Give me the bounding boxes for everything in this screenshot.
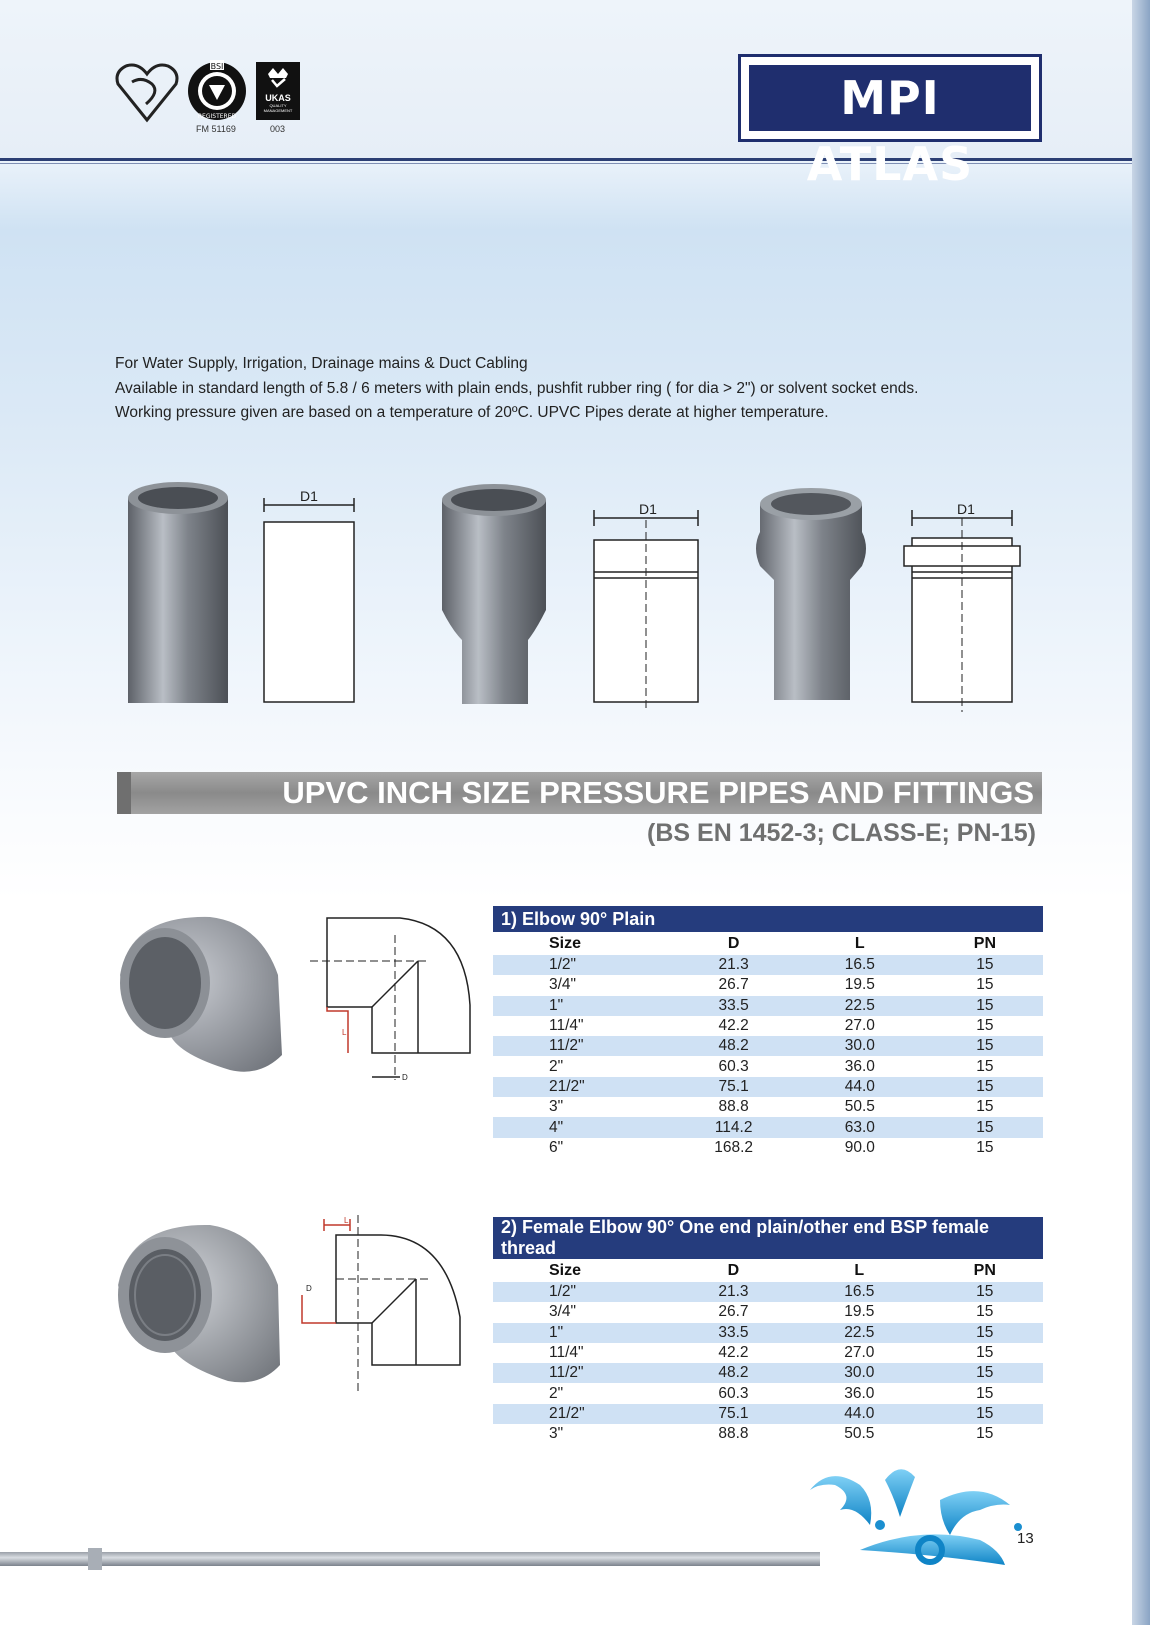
size-cell: 3" — [493, 1097, 675, 1117]
pn-cell: 15 — [927, 1056, 1043, 1076]
d-cell: 42.2 — [675, 1343, 792, 1363]
water-splash-icon — [800, 1455, 1050, 1575]
header-pn: PN — [927, 1259, 1043, 1282]
size-cell: 21/2" — [493, 1077, 675, 1097]
size-cell: 1" — [493, 996, 675, 1016]
table-row — [493, 1077, 1043, 1097]
pn-cell: 15 — [927, 975, 1043, 995]
pn-cell: 15 — [927, 1302, 1043, 1322]
size-cell: 3/4" — [493, 975, 675, 995]
pn-cell: 15 — [927, 1282, 1043, 1302]
bsi-registered-icon — [186, 60, 248, 122]
bsi-top-text: BSI — [210, 62, 224, 71]
pn-cell: 15 — [927, 1138, 1043, 1158]
pn-cell: 15 — [927, 1036, 1043, 1056]
rubber-ring-diagram — [904, 510, 1020, 712]
d-cell: 42.2 — [675, 1016, 793, 1036]
female-elbow-l-label: L — [344, 1216, 349, 1225]
pn-cell: 15 — [927, 1343, 1043, 1363]
table-row — [493, 1282, 1043, 1302]
elbow-plain-d-label: D — [402, 1073, 408, 1082]
intro-line-2: Available in standard length of 5.8 / 6 meters with plain ends, pushfit rubber ring ( for dia > 2") or solvent socket ends. — [115, 380, 919, 397]
pn-cell: 15 — [927, 1077, 1043, 1097]
d-cell: 75.1 — [675, 1404, 792, 1424]
table-row — [493, 1016, 1043, 1036]
table-row — [493, 1056, 1043, 1076]
l-cell: 36.0 — [793, 1056, 927, 1076]
plain-pipe-d1-label: D1 — [300, 488, 318, 504]
d-cell: 114.2 — [675, 1117, 793, 1137]
d-cell: 48.2 — [675, 1036, 793, 1056]
header-d: D — [675, 932, 793, 955]
size-cell: 11/2" — [493, 1363, 675, 1383]
plain-pipe-photo — [128, 482, 228, 703]
l-cell: 16.5 — [793, 955, 927, 975]
header-d: D — [675, 1259, 792, 1282]
table-row — [493, 1363, 1043, 1383]
size-cell: 2" — [493, 1056, 675, 1076]
size-cell: 3" — [493, 1424, 675, 1444]
solvent-socket-diagram — [594, 510, 698, 712]
size-cell: 6" — [493, 1138, 675, 1158]
table-row — [493, 1138, 1043, 1158]
pn-cell: 15 — [927, 955, 1043, 975]
table-row — [493, 1117, 1043, 1137]
d-cell: 88.8 — [675, 1424, 792, 1444]
l-cell: 27.0 — [792, 1343, 926, 1363]
d-cell: 33.5 — [675, 996, 793, 1016]
l-cell: 19.5 — [792, 1302, 926, 1322]
female-elbow-illustration — [110, 1215, 490, 1395]
ukas-sub: QUALITY MANAGEMENT — [263, 103, 293, 113]
d-cell: 60.3 — [675, 1383, 792, 1403]
table-row — [493, 1323, 1043, 1343]
d-cell: 168.2 — [675, 1138, 793, 1158]
header-pn: PN — [927, 932, 1043, 955]
section-title-band — [117, 772, 1042, 814]
l-cell: 36.0 — [792, 1383, 926, 1403]
table-row — [493, 996, 1043, 1016]
elbow-plain-table-title: 1) Elbow 90° Plain — [493, 906, 1043, 932]
ukas-name: UKAS — [265, 93, 291, 103]
header-size: Size — [493, 1259, 675, 1282]
size-cell: 3/4" — [493, 1302, 675, 1322]
pn-cell: 15 — [927, 1424, 1043, 1444]
d-cell: 33.5 — [675, 1323, 792, 1343]
pn-cell: 15 — [927, 1404, 1043, 1424]
l-cell: 50.5 — [792, 1424, 926, 1444]
size-cell: 21/2" — [493, 1404, 675, 1424]
l-cell: 30.0 — [793, 1036, 927, 1056]
size-cell: 11/2" — [493, 1036, 675, 1056]
size-cell: 11/4" — [493, 1016, 675, 1036]
solvent-socket-pipe-photo — [442, 484, 546, 704]
l-cell: 27.0 — [793, 1016, 927, 1036]
brand-name: MPI ATLAS — [749, 65, 1031, 131]
page-number: 13 — [1017, 1530, 1034, 1547]
table-row — [493, 975, 1043, 995]
ukas-logo — [256, 62, 300, 120]
section-subtitle: (BS EN 1452-3; CLASS-E; PN-15) — [647, 819, 1036, 847]
female-elbow-table-title: 2) Female Elbow 90° One end plain/other end BSP female thread — [493, 1217, 1043, 1259]
pn-cell: 15 — [927, 1097, 1043, 1117]
l-cell: 50.5 — [793, 1097, 927, 1117]
footer-pipe-joint — [88, 1548, 102, 1570]
elbow-plain-table — [493, 906, 1043, 1158]
table-row — [493, 1097, 1043, 1117]
rubber-ring-pipe-photo — [756, 488, 866, 700]
elbow-plain-diagram — [310, 918, 470, 1080]
d-cell: 75.1 — [675, 1077, 793, 1097]
size-cell: 1/2" — [493, 1282, 675, 1302]
elbow-plain-photo — [120, 917, 282, 1072]
size-cell: 2" — [493, 1383, 675, 1403]
l-cell: 30.0 — [792, 1363, 926, 1383]
pn-cell: 15 — [927, 1323, 1043, 1343]
header-l: L — [792, 1259, 926, 1282]
d-cell: 48.2 — [675, 1363, 792, 1383]
size-cell: 4" — [493, 1117, 675, 1137]
footer-pipe-decoration — [0, 1552, 820, 1566]
page-edge — [1132, 0, 1150, 1625]
table-row — [493, 1404, 1043, 1424]
d-cell: 21.3 — [675, 1282, 792, 1302]
table-row — [493, 1343, 1043, 1363]
d-cell: 26.7 — [675, 1302, 792, 1322]
header-l: L — [793, 932, 927, 955]
pn-cell: 15 — [927, 1383, 1043, 1403]
elbow-plain-illustration — [110, 905, 490, 1085]
brand-logo — [738, 54, 1042, 191]
l-cell: 22.5 — [792, 1323, 926, 1343]
l-cell: 44.0 — [793, 1077, 927, 1097]
kitemark-icon — [112, 58, 182, 124]
bsi-ring-text: REGISTERED — [197, 113, 237, 120]
title-band-cap — [117, 772, 131, 814]
intro-line-3: Working pressure given are based on a temperature of 20ºC. UPVC Pipes derate at higher temperature. — [115, 404, 829, 421]
header-size: Size — [493, 932, 675, 955]
d-cell: 26.7 — [675, 975, 793, 995]
size-cell: 11/4" — [493, 1343, 675, 1363]
ukas-caption: 003 — [270, 124, 286, 134]
pn-cell: 15 — [927, 1363, 1043, 1383]
l-cell: 19.5 — [793, 975, 927, 995]
table-row — [493, 1383, 1043, 1403]
l-cell: 16.5 — [792, 1282, 926, 1302]
d-cell: 21.3 — [675, 955, 793, 975]
header-divider — [0, 158, 1150, 161]
header-divider-thin — [0, 163, 1150, 164]
size-cell: 1" — [493, 1323, 675, 1343]
plain-pipe-diagram — [264, 498, 354, 702]
d-cell: 60.3 — [675, 1056, 793, 1076]
l-cell: 90.0 — [793, 1138, 927, 1158]
l-cell: 22.5 — [793, 996, 927, 1016]
l-cell: 44.0 — [792, 1404, 926, 1424]
d-cell: 88.8 — [675, 1097, 793, 1117]
table-row — [493, 1302, 1043, 1322]
size-cell: 1/2" — [493, 955, 675, 975]
elbow-plain-l-label: L — [342, 1028, 347, 1037]
female-elbow-table — [493, 1217, 1043, 1444]
female-elbow-diagram — [302, 1215, 460, 1395]
l-cell: 63.0 — [793, 1117, 927, 1137]
pn-cell: 15 — [927, 1016, 1043, 1036]
table-row — [493, 1036, 1043, 1056]
table-row — [493, 1424, 1043, 1444]
bsi-caption: FM 51169 — [196, 124, 236, 134]
rubber-ring-d1-label: D1 — [957, 501, 975, 517]
intro-line-1: For Water Supply, Irrigation, Drainage mains & Duct Cabling — [115, 355, 528, 372]
crown-check-icon — [265, 66, 291, 88]
pn-cell: 15 — [927, 996, 1043, 1016]
female-elbow-d-label: D — [306, 1284, 312, 1293]
pn-cell: 15 — [927, 1117, 1043, 1137]
female-elbow-photo — [118, 1225, 280, 1382]
section-title: UPVC INCH SIZE PRESSURE PIPES AND FITTINGS — [282, 775, 1034, 810]
pipe-illustrations — [0, 480, 1150, 720]
solvent-socket-d1-label: D1 — [639, 501, 657, 517]
table-row — [493, 955, 1043, 975]
